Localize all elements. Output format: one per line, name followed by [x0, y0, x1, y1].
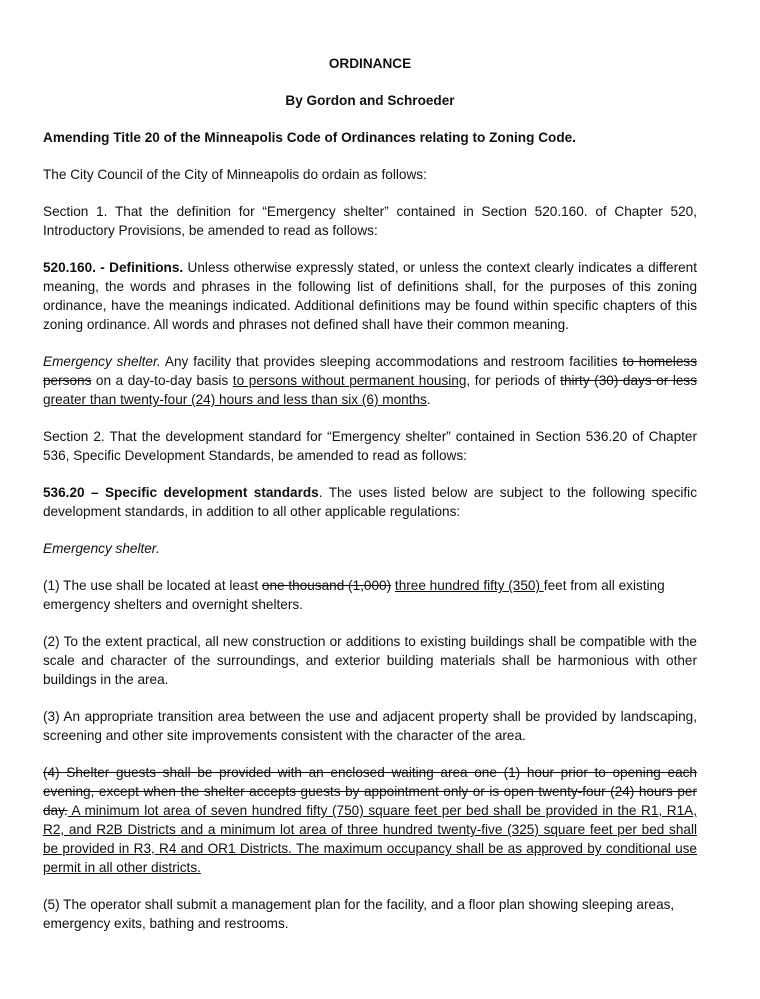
- standard-item-2: (2) To the extent practical, all new construction or additions to existing buildings shall be compatible with the scale and character of the surroundings, and exterior building materials shall be harmonious with other buildings in the area.: [43, 634, 697, 687]
- definition-text: .: [426, 392, 431, 407]
- document-authors: By Gordon and Schroeder: [285, 93, 455, 108]
- intro-text: The City Council of the City of Minneapolis do ordain as follows:: [43, 167, 427, 182]
- document-title: ORDINANCE: [328, 56, 412, 71]
- definitions-paragraph: [43, 258, 697, 334]
- definitions-text: Unless otherwise expressly stated, or unless the context clearly indicates a different meaning, the words and phrases in the following list of definitions shall, for the purposes of this zoning ordinance, have the meanings indicated. Additional definitions may be found within specific chapters of this zoning ordinance. All words and phrases not defined shall have their common meaning.: [43, 260, 697, 332]
- standard-item-5: (5) The operator shall submit a management plan for the facility, and a floor plan showing sleeping areas, emergency exits, bathing and restrooms.: [43, 897, 675, 931]
- struck-text: thirty (30) days or less: [560, 373, 697, 388]
- emergency-shelter-label: Emergency shelter.: [43, 541, 160, 556]
- inserted-text: greater than twenty-four (24) hours and less than six (6) months: [43, 392, 427, 407]
- definition-text: Any facility that provides sleeping accommodations and restroom facilities: [160, 354, 623, 369]
- definition-term: Emergency shelter.: [43, 354, 161, 369]
- item-text: feet from all existing emergency shelters and overnight shelters.: [43, 578, 665, 612]
- section-2-text: Section 2. That the development standard for “Emergency shelter” contained in Section 536.20 of Chapter 536, Specific Development Standards, be amended to read as follows:: [43, 429, 697, 463]
- definition-text: , for periods of: [466, 373, 561, 388]
- struck-text: one thousand (1,000): [261, 578, 392, 593]
- definitions-heading: 520.160. - Definitions.: [43, 260, 184, 275]
- standards-text: . The uses listed below are subject to the following specific development standards, in addition to all other applicable regulations:: [43, 485, 697, 519]
- inserted-text: to persons without permanent housing: [232, 373, 467, 388]
- inserted-text: three hundred fifty (350): [394, 578, 544, 593]
- standard-item-4: [43, 763, 697, 877]
- standards-heading: 536.20 – Specific development standards: [43, 485, 319, 500]
- item-text: (1) The use shall be located at least: [43, 578, 262, 593]
- struck-text: to homeless persons: [43, 354, 697, 388]
- ordinance-document: [43, 54, 697, 933]
- standard-item-1: [43, 576, 697, 614]
- emergency-shelter-definition: [43, 352, 697, 409]
- section-1-text: Section 1. That the definition for “Emergency shelter” contained in Section 520.160. of Chapter 520, Introductory Provisions, be amended to read as follows:: [43, 204, 697, 238]
- struck-text: (4) Shelter guests shall be provided with an enclosed waiting area one (1) hour prior to opening each evening, except when the shelter accepts guests by appointment only or is open twenty-four (24) hours per day.: [43, 765, 697, 818]
- standards-paragraph: [43, 483, 697, 521]
- inserted-text: A minimum lot area of seven hundred fifty (750) square feet per bed shall be provided in the R1, R1A, R2, and R2B Districts and a minimum lot area of three hundred twenty-five (325) square feet per bed shall be provided in R3, R4 and OR1 Districts. The maximum occupancy shall be as approved by conditional use permit in all other districts.: [43, 803, 697, 875]
- document-heading: Amending Title 20 of the Minneapolis Code of Ordinances relating to Zoning Code.: [43, 130, 576, 145]
- definition-text: on a day-to-day basis: [91, 373, 233, 388]
- standard-item-3: (3) An appropriate transition area between the use and adjacent property shall be provided by landscaping, screening and other site improvements consistent with the character of the area.: [43, 709, 697, 743]
